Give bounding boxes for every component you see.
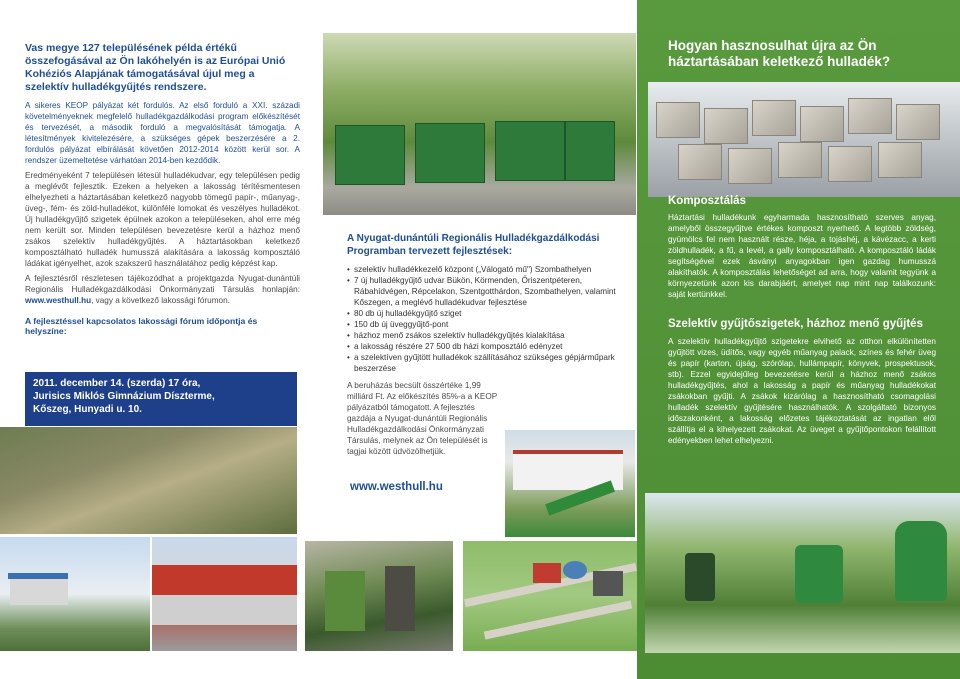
program-title: A Nyugat-dunántúli Regionális Hulladékgazdálkodási Programban tervezett fejlesztések: xyxy=(347,233,600,257)
forum-date: 2011. december 14. (szerda) 17 óra, xyxy=(33,378,201,389)
middle-column xyxy=(347,232,627,457)
collection-paragraph: A szelektív hulladékgyűjtő szigetekre elvihető az otthon elkülönítetten gyűjtött vizes, üdítős, vagy egyéb műanyag palack, színes és fehér üveg és papír (karton, újság, szórólap, hullámpapír, könyvek, prospektusok, stb). Ezzel egyidejűleg bevezetésre kerül a házhoz menő zsákos hulladékgyűjtés, ahol a lakosság a papír és műanyag hulladékokat zsákokban gyűjti. A zsákok kizárólag a hasznosítható csomagolási hulladék szelektív gyűjtésére használhatók. A szolgáltató bizonyos időszakonként, a lakosság előzetes tájékoztatását az ingatlan elől szállítja el a kihelyezett zsákokat. Az üveget a gyűjtőpontokon felállított edényekben lehet elhelyezni. xyxy=(668,337,936,445)
facility-building-photo xyxy=(152,537,297,651)
list-item: • 7 új hulladékgyűjtő udvar Bükön, Körmenden, Őriszentpéteren, Rábahídvégen, Répcelakon, Szentgotthárdon, Szombathelyen, valamint Kőszegen, a meglévő hulladékudvar fejlesztése xyxy=(347,275,627,308)
composting-heading: Komposztálás xyxy=(668,195,746,207)
info-link[interactable]: www.westhull.hu xyxy=(25,296,92,305)
info-text: A fejlesztésről részletesen tájékozódhat a projektgazda Nyugat-dunántúli Regionális Hulladékgazdálkodási Önkormányzati Társulás honlapján: xyxy=(25,274,300,294)
forum-date-box xyxy=(25,372,297,426)
site-plan-photo xyxy=(463,541,638,651)
recycled-bales-photo xyxy=(648,82,960,197)
forum-prompt: A fejlesztéssel kapcsolatos lakossági fórum időpontja és helyszíne: xyxy=(25,316,258,336)
list-item: • a szelektíven gyűjtött hulladékok szállításához szükséges gépjárműpark beszerzése xyxy=(347,352,627,374)
list-item: • 150 db új üveggyűjtő-pont xyxy=(347,319,627,330)
info-text-end: , vagy a következő lakossági fórumon. xyxy=(91,296,230,305)
composting-paragraph: Háztartási hulladékunk egyharmada hasznosítható szerves anyag, amelyből összegyűjtve értékes komposzt nyerhető. A legtöbb zöldség, gyümölcs fel nem használt része, héja, a tojáshéj, a kávézacc, a kerti zöldhulladék, a fű, a levél, a gally komposztálható. A komposztáló ládák segítségével ezek ásványi anyagokban igen gazdag humusszá alakíthatók. A komposztálás lehetőséget ad arra, hogy valamit tegyünk a környezetünk azon kis darabjáért, amelyet nap mint nap találkozunk: saját kertünkkel. xyxy=(668,213,936,299)
results-paragraph: Eredményeként 7 településen létesül hulladékudvar, egy településen pedig a meglévőt fejlesztik. Ezeken a helyeken a lakosság térítésmentesen elhelyezheti a háztartásában keletkező nagyobb tömegű papír-, műanyag-, üveg-, fém- és zöld-hulladékot, különféle lomokat és veszélyes hulladékot. Új hulladékgyűjtő szigetek épülnek azokon a településeken, ahol erre még nem került sor. Minden településen bevezetésre kerül a házhoz menő zsákos szelektív hulladékgyűjtés. A háztartásokban keletkező komposztálható hulladék humusszá alakítására a lakosság komposztáló ládákat igényelhet, azok szakszerű használatához pedig képzést kap. xyxy=(25,171,300,268)
list-item: • szelektív hulladékkezelő központ („Válogató mű") Szombathelyen xyxy=(347,264,627,275)
collection-heading: Szelektív gyűjtőszigetek, házhoz menő gyűjtés xyxy=(668,318,923,330)
reuse-title: Hogyan hasznosulhat újra az Ön háztartásában keletkező hulladék? xyxy=(668,38,891,69)
left-column xyxy=(25,42,300,336)
list-item: • a lakosság részére 27 500 db házi komposztáló edényzet xyxy=(347,341,627,352)
intro-paragraph: A sikeres KEOP pályázat két fordulós. Az első forduló a XXI. századi követelményeknek megfelelő hulladékgazdálkodási program előkészítését és tervezését, a második forduló a megvalósítását támogatja. A létesítmények kivitelezésére, a szükséges gépek beszerzésére a 2. fordulós pályázat elbírálását követően 2012-2014 között kerül sor. A rendszer üzemeltetése várhatóan 2014-ben kezdődik. xyxy=(25,101,300,165)
waste-bins-photo xyxy=(323,33,636,215)
recycling-yard-photo xyxy=(0,537,150,651)
list-item: • 80 db új hulladékgyűjtő sziget xyxy=(347,308,627,319)
lead-title: Vas megye 127 településének példa értékű összefogásával az Ön lakóhelyén is az Európai Unió Kohéziós Alapjának támogatásával újul meg a szelektív hulladékgyűjtés rendszere. xyxy=(25,42,286,93)
sorting-hall-photo xyxy=(305,541,453,651)
forum-venue: Jurisics Miklós Gimnázium Díszterme, xyxy=(33,391,215,402)
list-item: • házhoz menő zsákos szelektív hulladékgyűjtés kialakítása xyxy=(347,330,627,341)
investment-paragraph: A beruházás becsült összértéke 1,99 milliárd Ft. Az előkészítés 85%-a a KEOP pályázatból támogatott. A fejlesztés gazdája a Nyugat-dunántúli Regionális Hulladékgazdálkodási Önkormányzati Társulás, melynek az Ön települését is tagjai között üdvözölhetjük. xyxy=(347,381,498,456)
development-list xyxy=(347,264,627,374)
info-paragraph xyxy=(25,273,300,306)
sorting-plant-photo xyxy=(505,430,635,537)
waste-photo xyxy=(0,427,297,534)
website-link[interactable]: www.westhull.hu xyxy=(350,481,443,493)
forum-address: Kőszeg, Hunyadi u. 10. xyxy=(33,404,142,415)
compost-bins-photo xyxy=(645,493,960,653)
